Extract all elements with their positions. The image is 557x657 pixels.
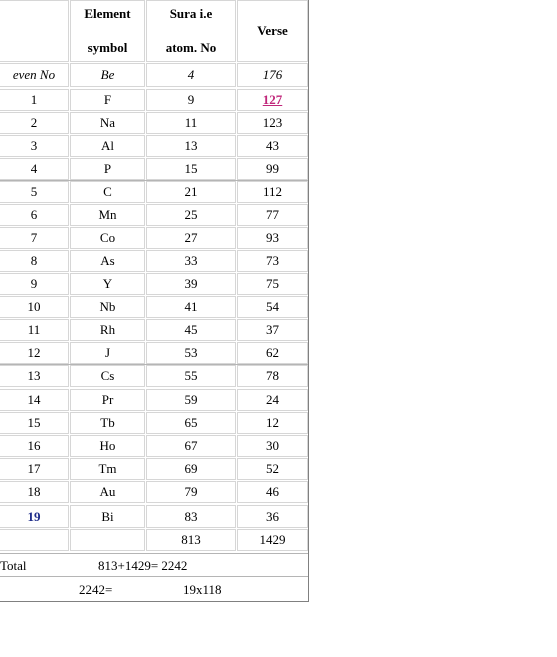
row-symbol-text: P xyxy=(103,161,112,176)
row-sura-text: 45 xyxy=(184,322,198,337)
even-row xyxy=(0,63,308,87)
row-symbol-text: J xyxy=(104,345,111,360)
row-verse-text: 52 xyxy=(266,461,279,476)
row-sura-text: 67 xyxy=(184,438,198,453)
row-index xyxy=(0,342,69,364)
row-symbol-text: Mn xyxy=(98,207,117,222)
row-symbol xyxy=(70,250,145,272)
row-verse xyxy=(237,481,308,503)
row-sura xyxy=(146,435,236,457)
row-symbol-text: Ho xyxy=(99,438,116,453)
row-index xyxy=(0,319,69,341)
row-verse-text: 78 xyxy=(266,368,279,383)
header-element-line2: symbol xyxy=(87,40,128,55)
row-verse xyxy=(237,135,308,157)
row-symbol-text: Tm xyxy=(98,461,117,476)
row-sura xyxy=(146,135,236,157)
table-row xyxy=(0,458,308,480)
row-symbol xyxy=(70,481,145,503)
total-label: Total xyxy=(0,558,27,573)
row-symbol xyxy=(70,89,145,111)
row-symbol xyxy=(70,181,145,203)
table-row xyxy=(0,250,308,272)
row-symbol-text: Na xyxy=(99,115,116,130)
row-symbol-text: Nb xyxy=(99,299,116,314)
total-expression: 813+1429= 2242 xyxy=(98,558,188,573)
table-row xyxy=(0,435,308,457)
row-symbol xyxy=(70,273,145,295)
header-sura-atom xyxy=(146,0,236,62)
row-verse xyxy=(237,227,308,249)
table-row xyxy=(0,296,308,318)
row-sura xyxy=(146,296,236,318)
row-sura xyxy=(146,204,236,226)
row-symbol xyxy=(70,342,145,364)
row-sura-text: 33 xyxy=(184,253,198,268)
row-index-text: 17 xyxy=(27,461,41,476)
row-symbol-text: Au xyxy=(99,484,116,499)
row-verse-text: 54 xyxy=(266,299,279,314)
row-sura-text: 55 xyxy=(184,368,198,383)
table-row xyxy=(0,112,308,134)
row-symbol-text: Al xyxy=(101,138,114,153)
row-sura xyxy=(146,227,236,249)
row-sura-text: 83 xyxy=(184,508,198,524)
row-sura-text: 39 xyxy=(184,276,198,291)
sum-index-empty xyxy=(0,529,69,551)
row-sura-text: 27 xyxy=(184,230,198,245)
row-index xyxy=(0,227,69,249)
row-sura-text: 65 xyxy=(184,415,198,430)
row-symbol xyxy=(70,296,145,318)
row-symbol-text: Pr xyxy=(101,392,114,407)
row-verse-text: 75 xyxy=(266,276,279,291)
row-index xyxy=(0,365,69,387)
row-index-text: 3 xyxy=(30,138,38,153)
header-verse: Verse xyxy=(237,0,308,62)
sum-sura-total: 813 xyxy=(146,529,236,551)
row-sura xyxy=(146,412,236,434)
row-sura-text: 53 xyxy=(184,345,198,360)
table-row xyxy=(0,181,308,203)
row-sura xyxy=(146,112,236,134)
header-sura-line1: Sura i.e xyxy=(169,6,213,21)
even-symbol: Be xyxy=(70,63,145,87)
header-sura-line2: atom. No xyxy=(165,40,217,55)
row-symbol xyxy=(70,389,145,411)
row-verse xyxy=(237,342,308,364)
row-symbol-text: Y xyxy=(102,276,113,291)
row-symbol-text: Rh xyxy=(99,322,116,337)
row-index-text: 1 xyxy=(30,92,38,107)
header-element-symbol xyxy=(70,0,145,62)
row-index xyxy=(0,412,69,434)
row-symbol xyxy=(70,204,145,226)
row-index-text: 10 xyxy=(27,299,41,314)
row-symbol xyxy=(70,319,145,341)
row-sura xyxy=(146,181,236,203)
row-index-text: 19 xyxy=(27,508,41,524)
row-symbol-text: Co xyxy=(99,230,116,245)
row-index-text: 13 xyxy=(27,368,41,383)
table-row xyxy=(0,389,308,411)
row-verse-text: 77 xyxy=(266,207,279,222)
table-row xyxy=(0,227,308,249)
row-verse-text: 62 xyxy=(266,345,279,360)
row-symbol-text: Cs xyxy=(100,368,115,383)
row-symbol-text: Tb xyxy=(100,415,115,430)
row-verse-text: 73 xyxy=(266,253,279,268)
row-index xyxy=(0,181,69,203)
row-index xyxy=(0,435,69,457)
table-row xyxy=(0,89,308,111)
row-sura-text: 9 xyxy=(187,92,195,107)
row-sura-text: 79 xyxy=(184,484,198,499)
sum-verse-total: 1429 xyxy=(237,529,308,551)
row-index xyxy=(0,296,69,318)
row-symbol xyxy=(70,505,145,528)
row-verse xyxy=(237,389,308,411)
row-verse xyxy=(237,505,308,528)
table-row xyxy=(0,365,308,387)
row-verse-text: 46 xyxy=(266,484,279,499)
row-sura-text: 11 xyxy=(184,115,198,130)
row-verse xyxy=(237,158,308,180)
row-verse-text: 12 xyxy=(266,415,279,430)
row-symbol xyxy=(70,365,145,387)
row-verse xyxy=(237,296,308,318)
row-symbol-text: Bi xyxy=(101,508,114,524)
row-verse xyxy=(237,250,308,272)
row-verse xyxy=(237,435,308,457)
row-index xyxy=(0,204,69,226)
even-sura: 4 xyxy=(146,63,236,87)
even-index: even No xyxy=(0,63,69,87)
table-header-row xyxy=(0,0,308,62)
row-index-text: 7 xyxy=(30,230,38,245)
row-symbol xyxy=(70,158,145,180)
row-index xyxy=(0,135,69,157)
verse-link[interactable]: 127 xyxy=(262,92,283,107)
row-index-text: 12 xyxy=(27,345,41,360)
row-symbol xyxy=(70,227,145,249)
row-index xyxy=(0,458,69,480)
row-index xyxy=(0,389,69,411)
row-symbol xyxy=(70,135,145,157)
table-row xyxy=(0,481,308,503)
row-index xyxy=(0,273,69,295)
table-row xyxy=(0,204,308,226)
row-sura-text: 21 xyxy=(184,184,198,199)
table-row xyxy=(0,412,308,434)
row-verse-text: 43 xyxy=(266,138,279,153)
row-verse-text: 112 xyxy=(262,184,283,199)
row-index xyxy=(0,250,69,272)
row-index-text: 6 xyxy=(30,207,38,222)
row-index-text: 8 xyxy=(30,253,38,268)
total-row xyxy=(0,553,308,576)
row-verse xyxy=(237,458,308,480)
row-sura xyxy=(146,505,236,528)
row-symbol-text: As xyxy=(100,253,115,268)
row-index xyxy=(0,505,69,528)
row-index xyxy=(0,158,69,180)
row-separator xyxy=(0,364,308,365)
row-index-text: 9 xyxy=(30,276,38,291)
row-sura xyxy=(146,89,236,111)
row-symbol xyxy=(70,458,145,480)
row-verse-text: 24 xyxy=(266,392,279,407)
row-sura-text: 59 xyxy=(184,392,198,407)
row-verse xyxy=(237,204,308,226)
row-verse-text: 30 xyxy=(266,438,279,453)
row-verse xyxy=(237,365,308,387)
row-sura xyxy=(146,481,236,503)
header-index xyxy=(0,0,69,62)
row-sura-text: 15 xyxy=(184,161,198,176)
row-verse xyxy=(237,112,308,134)
row-verse-text: 123 xyxy=(262,115,283,130)
row-index-text: 18 xyxy=(27,484,41,499)
row-sura-text: 25 xyxy=(184,207,198,222)
row-index-text: 11 xyxy=(27,322,41,337)
row-index-text: 5 xyxy=(30,184,38,199)
row-index-text: 15 xyxy=(27,415,41,430)
row-sura-text: 13 xyxy=(184,138,198,153)
even-verse: 176 xyxy=(237,63,308,87)
table-row xyxy=(0,158,308,180)
table-row xyxy=(0,319,308,341)
row-verse-text: 36 xyxy=(266,508,279,524)
row-symbol xyxy=(70,412,145,434)
row-symbol-text: F xyxy=(103,92,112,107)
row-verse xyxy=(237,89,308,111)
row-symbol xyxy=(70,112,145,134)
sum-symbol-empty xyxy=(70,529,145,551)
final-left: 2242= xyxy=(79,582,113,597)
row-sura xyxy=(146,158,236,180)
final-row xyxy=(0,576,308,601)
row-sura-text: 69 xyxy=(184,461,198,476)
row-sura xyxy=(146,458,236,480)
row-verse xyxy=(237,319,308,341)
row-index-text: 2 xyxy=(30,115,38,130)
header-element-line1: Element xyxy=(84,6,131,21)
row-sura xyxy=(146,342,236,364)
row-verse xyxy=(237,273,308,295)
row-symbol xyxy=(70,435,145,457)
row-sura xyxy=(146,365,236,387)
row-index-text: 14 xyxy=(27,392,41,407)
row-verse-text: 93 xyxy=(266,230,279,245)
table-row xyxy=(0,505,308,528)
row-symbol-text: C xyxy=(103,184,112,199)
row-verse-text: 37 xyxy=(266,322,279,337)
row-verse-text: 99 xyxy=(266,161,279,176)
final-right: 19x118 xyxy=(183,582,222,597)
row-sura-text: 41 xyxy=(184,299,198,314)
row-index-text: 4 xyxy=(30,161,38,176)
table-row xyxy=(0,342,308,364)
row-sura xyxy=(146,389,236,411)
table-row xyxy=(0,135,308,157)
row-sura xyxy=(146,250,236,272)
row-sura xyxy=(146,273,236,295)
row-verse xyxy=(237,181,308,203)
row-separator xyxy=(0,180,308,181)
row-index xyxy=(0,89,69,111)
row-index xyxy=(0,481,69,503)
table-row xyxy=(0,273,308,295)
row-index-text: 16 xyxy=(27,438,41,453)
row-sura xyxy=(146,319,236,341)
row-index xyxy=(0,112,69,134)
row-verse xyxy=(237,412,308,434)
sum-row xyxy=(0,529,308,551)
